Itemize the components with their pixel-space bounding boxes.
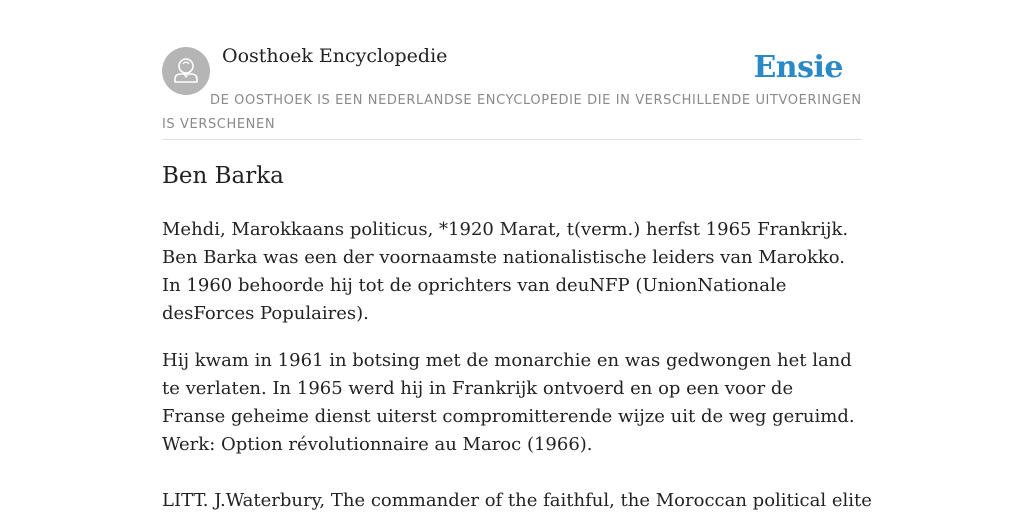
- article-paragraph: Mehdi, Marokkaans politicus, *1920 Marat, t(verm.) herfst 1965 Frankrijk. Ben Barka was een der voornaamste nationalistische leiders van Marokko. In 1960 behoorde hij tot de oprichters van deuNFP (UnionNationale desForces Populaires).: [162, 219, 849, 324]
- article-paragraph: Hij kwam in 1961 in botsing met de monarchie en was gedwongen het land te verlaten. In 1965 werd hij in Frankrijk ontvoerd en op een voor de Franse geheime dienst uiterst compromitterende wijze uit de weg geruimd. Werk: Option révolutionnaire au Maroc (1966).: [162, 350, 855, 455]
- source-tagline: DE OOSTHOEK IS EEN NEDERLANDSE ENCYCLOPEDIE DIE IN VERSCHILLENDE UITVOERINGEN IS VERSCHENEN: [162, 93, 862, 132]
- entry-title: Ben Barka: [162, 163, 284, 189]
- user-avatar-icon[interactable]: [162, 47, 210, 95]
- literature-reference: LITT. J.Waterbury, The commander of the faithful, the Moroccan political elite: [162, 490, 872, 511]
- source-title[interactable]: Oosthoek Encyclopedie: [222, 45, 448, 67]
- brand-logo[interactable]: Ensie: [753, 50, 843, 85]
- page-container: [162, 0, 872, 511]
- source-header: [162, 0, 862, 140]
